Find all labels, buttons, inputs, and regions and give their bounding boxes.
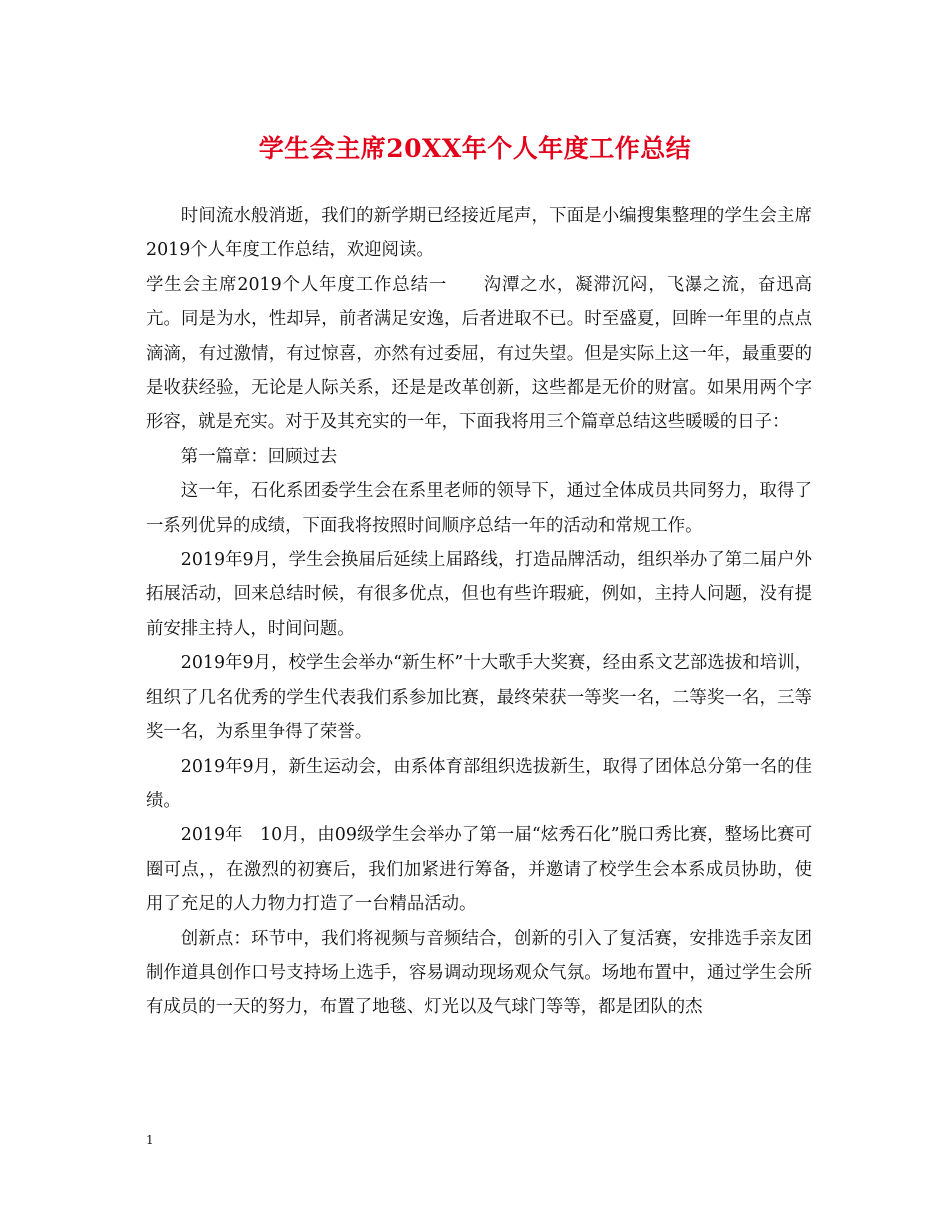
- paragraph: 这一年，石化系团委学生会在系里老师的领导下，通过全体成员共同努力，取得了一系列优异的成绩，下面我将按照时间顺序总结一年的活动和常规工作。: [146, 481, 812, 536]
- page-number: 1: [146, 1133, 154, 1147]
- paragraph: 2019年9月，校学生会举办“新生杯”十大歌手大奖赛，经由系文艺部选拔和培训，组织了几名优秀的学生代表我们系参加比赛，最终荣获一等奖一名，二等奖一名，三等奖一名，为系里争得了荣誉。: [146, 653, 812, 743]
- document-title: 学生会主席20XX年个人年度工作总结: [258, 134, 692, 163]
- paragraph: 2019年9月，新生运动会，由系体育部组织选拔新生，取得了团体总分第一名的佳绩。: [146, 756, 812, 811]
- paragraph: 创新点：环节中，我们将视频与音频结合，创新的引入了复活赛，安排选手亲友团制作道具创作口号支持场上选手，容易调动现场观众气氛。场地布置中，通过学生会所有成员的一天的努力，布置了地毯、灯光以及气球门等等，都是团队的杰: [146, 928, 812, 1018]
- paragraph: 2019年9月，学生会换届后延续上届路线，打造品牌活动，组织举办了第二届户外拓展活动，回来总结时候，有很多优点，但也有些许瑕疵，例如，主持人问题，没有提前安排主持人，时间问题。: [146, 550, 812, 639]
- paragraph-summary-one: 学生会主席2019个人年度工作总结一 沟潭之水，凝滞沉闷，飞瀑之流，奋迅高亢。同是为水，性却异，前者满足安逸，后者进取不已。时至盛夏，回眸一年里的点点滴滴，有过激情，有过惊喜，亦然有过委屈，有过失望。但是实际上这一年，最重要的是收获经验，无论是人际关系，还是是改革创新，这些都是无价的财富。如果用两个字形容，就是充实。对于及其充实的一年，下面我将用三个篇章总结这些暖暖的日子：: [146, 274, 812, 433]
- paragraph: 2019年 10月，由09级学生会举办了第一届“炫秀石化”脱口秀比赛，整场比赛可圈可点，，在激烈的初赛后，我们加紧进行筹备，并邀请了校学生会本系成员协助，使用了充足的人力物力打造了一台精品活动。: [146, 825, 812, 915]
- document-body: [146, 199, 812, 1025]
- section-heading: 第一篇章：回顾过去: [180, 446, 338, 467]
- paragraph-intro: 时间流水般消逝，我们的新学期已经接近尾声，下面是小编搜集整理的学生会主席2019个人年度工作总结，欢迎阅读。: [146, 206, 812, 261]
